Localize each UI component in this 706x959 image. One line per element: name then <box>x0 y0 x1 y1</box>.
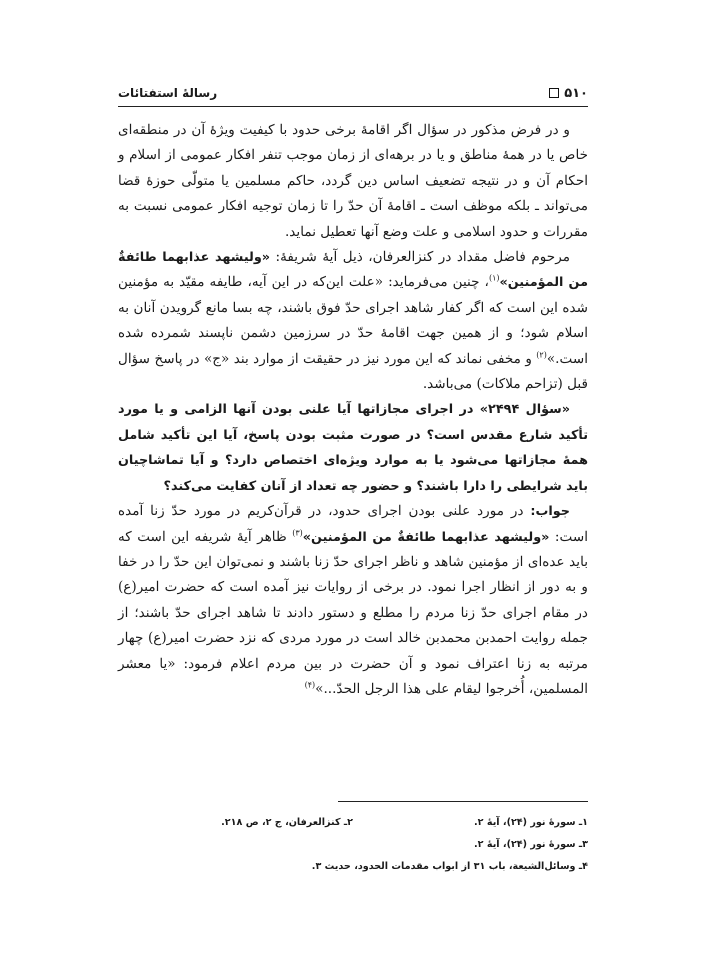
footnote-ref-3[interactable]: (۳) <box>292 527 303 537</box>
page-number-text: ۵۱۰ <box>564 85 588 101</box>
footnotes <box>118 812 588 878</box>
quran-verse-quote: «ولیشهد عذابهما طائفةٌ من المؤمنین» <box>118 250 588 291</box>
paragraph-2 <box>118 245 588 397</box>
answer-text-1: در مورد علنی بودن اجرای حدود، در قرآن‌کریم در مورد حدّ زنا آمده است: <box>118 503 588 545</box>
footnote-row-1 <box>118 812 588 834</box>
page-number <box>549 86 588 101</box>
footnote-ref-2[interactable]: (۲) <box>536 350 547 360</box>
question-2494 <box>118 397 588 499</box>
question-label: «سؤال ۲۴۹۴» <box>479 402 570 418</box>
footnote-divider <box>338 801 588 802</box>
footnote-4: ۴ـ وسائل‌الشیعة، باب ۳۱ از ابواب مقدمات الحدود، حدیث ۳. <box>311 861 588 872</box>
p2-tail: و مخفی نماند که این مورد نیز در حقیقت از موارد بند «ج» در پاسخ سؤال قبل (تزاحم ملاکات) می‌باشد. <box>118 350 588 393</box>
footnote-ref-4[interactable]: (۴) <box>304 680 316 690</box>
footnote-ref-1[interactable]: (۱) <box>488 273 500 283</box>
page-body <box>118 118 588 702</box>
quran-verse-quote-2: «ولیشهد عذابهما طائفةٌ من المؤمنین» <box>302 529 550 545</box>
answer-text-2: ظاهر آیهٔ شریفه این است که باید عده‌ای از مؤمنین شاهد و ناظر اجرای حدّ زنا باشند و نمی‌توان این حدّ را در خفا و به دور از انظار اجرا نمود. در برخی از روایات نیز آمده است که حضرت امیر(ع) در مقام اجرای حدّ زنا مردم را مطلع و دستور دادند تا شاهد اجرای حدّ باشند؛ از جمله روایت احمدبن محمدبن خالد است در مورد مردی که نزد حضرت امیر(ع) چهار مرتبه به زنا اعتراف نمود و آن حضرت در بین مردم اعلام فرمود: «یا معشر المسلمین، أُخرجوا لیقام علی هذا الرجل الحدّ...» <box>118 528 588 697</box>
footnote-1: ۱ـ سورهٔ نور (۲۴)، آیهٔ ۲. <box>474 817 588 828</box>
running-title: رسالهٔ استفتائات <box>118 86 218 100</box>
answer-label: جواب: <box>530 504 570 520</box>
answer-paragraph <box>118 499 588 702</box>
footnote-3: ۳ـ سورهٔ نور (۲۴)، آیهٔ ۲. <box>474 839 588 850</box>
p2-intro: مرحوم فاضل مقداد در کنزالعرفان، ذیل آیهٔ شریفهٔ: <box>270 249 570 266</box>
footnote-2: ۲ـ کنزالعرفان، ج ۲، ص ۲۱۸. <box>221 817 353 828</box>
paragraph-1: و در فرض مذکور در سؤال اگر اقامهٔ برخی حدود با کیفیت ویژهٔ آن در منطقه‌ای خاص یا در همهٔ مناطق و یا در برهه‌ای از زمان موجب تنفر افکار عمومی از اسلام و احکام آن و در نتیجه تضعیف اساس دین گردد، حاکم مسلمین یا متولّی حوزهٔ قضا می‌تواند ـ بلکه موظف است ـ اقامهٔ آن حدّ را تا زمان توجیه افکار عمومی نسبت به مقررات و حدود اسلامی و علت وضع آنها تعطیل نماید. <box>118 122 588 240</box>
page-header <box>118 80 588 107</box>
p2-body: ، چنین می‌فرماید: «علت این‌که در این آیه، طایفه مقیّد به مؤمنین شده این است که اگر کفار شاهد اجرای حدّ فوق باشند، چه بسا مانع گرویدن آنان به اسلام شود؛ و از همین جهت اقامهٔ حدّ در سرزمین دشمن ناپسند شمرده شده است.» <box>118 274 588 367</box>
square-marker-icon <box>549 88 559 98</box>
question-text: در اجرای مجازاتها آیا علنی بودن آنها الزامی و یا مورد تأکید شارع مقدس است؟ در صورت مثبت بودن پاسخ، آیا این تأکید شامل همهٔ مجازاتها می‌شود یا به موارد ویژه‌ای اختصاص دارد؟ و آیا تماشاچیان باید شرایطی را دارا باشند؟ و حضور چه تعداد از آنان کفایت می‌کند؟ <box>118 402 588 494</box>
